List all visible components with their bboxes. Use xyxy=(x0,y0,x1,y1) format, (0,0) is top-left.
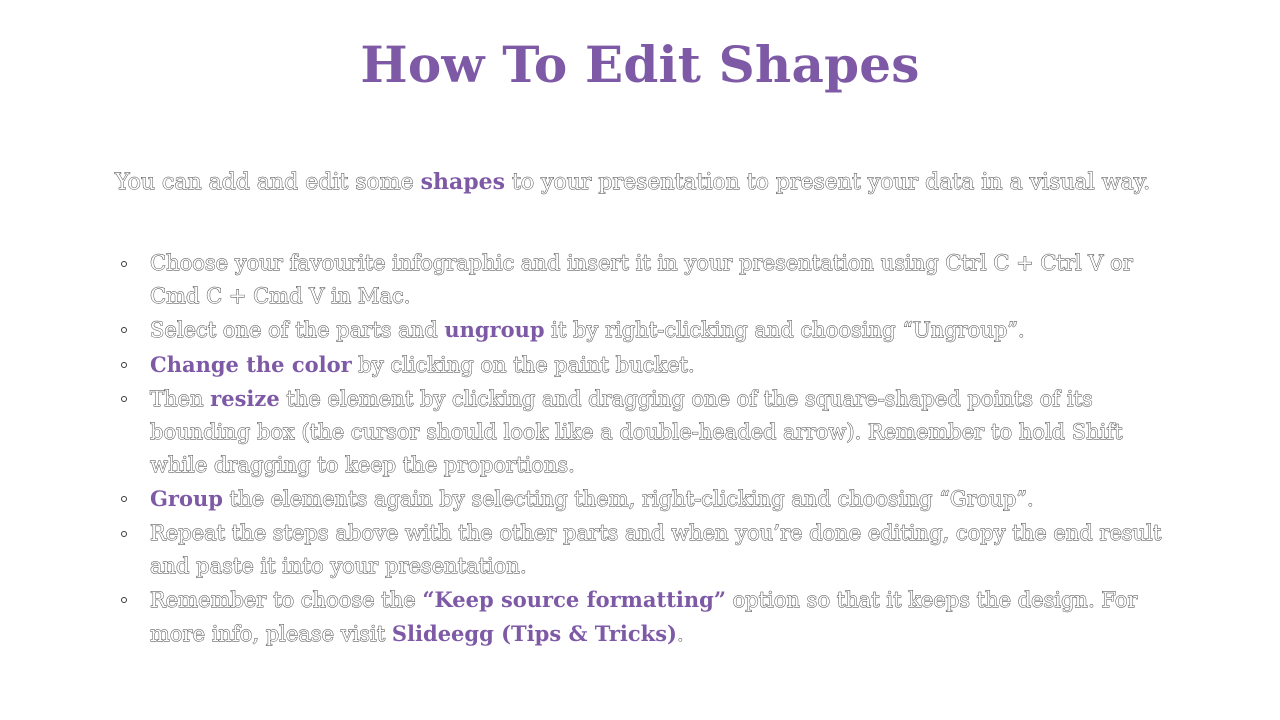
item-highlight: resize xyxy=(210,385,280,411)
list-item-5 xyxy=(115,482,1180,516)
intro-before: You can add and edit some xyxy=(115,170,421,195)
item-text: . xyxy=(676,622,684,647)
intro-after: to your presentation to present your data in a visual way. xyxy=(505,170,1151,195)
item-text: Then xyxy=(150,386,211,411)
item-text: by clicking on the paint bucket. xyxy=(351,352,695,377)
page-title: How To Edit Shapes xyxy=(360,35,920,94)
item-text: the element by clicking and dragging one of the square-shaped points of its bounding box (the cursor should look like a double-headed arrow). Remember to hold Shift while dragging to keep the proportions. xyxy=(150,386,1123,478)
list-item-3 xyxy=(115,348,1180,382)
item-text: the elements again by selecting them, right-clicking and choosing “Group”. xyxy=(222,487,1034,512)
list-item-6 xyxy=(115,517,1180,583)
list-item-2 xyxy=(115,313,1180,347)
bullet-dot-icon xyxy=(121,396,127,402)
intro-text xyxy=(115,166,1195,199)
list-item-1 xyxy=(115,247,1180,313)
item-highlight: ungroup xyxy=(444,317,545,343)
item-text: Repeat the steps above with the other parts and when you’re done editing, copy the end result and paste it into your presentation. xyxy=(150,520,1162,578)
item-text: Select one of the parts and xyxy=(150,318,445,343)
item-text: Choose your favourite infographic and insert it in your presentation using Ctrl C + Ctrl V or Cmd C + Cmd V in Mac. xyxy=(150,251,1133,309)
list-item-7 xyxy=(115,583,1180,651)
item-highlight: Group xyxy=(150,486,223,512)
item-highlight: “Keep source formatting” xyxy=(422,587,726,613)
bullet-dot-icon xyxy=(121,531,127,537)
bullet-dot-icon xyxy=(121,496,127,502)
bullet-dot-icon xyxy=(121,362,127,368)
item-text: Remember to choose the xyxy=(150,588,423,613)
bullet-dot-icon xyxy=(121,327,127,333)
tips-link[interactable]: Slideegg (Tips & Tricks) xyxy=(391,621,677,647)
instruction-list xyxy=(115,247,1180,651)
bullet-dot-icon xyxy=(121,261,127,267)
bullet-dot-icon xyxy=(121,597,127,603)
list-item-4 xyxy=(115,382,1180,483)
item-highlight: Change the color xyxy=(150,351,352,377)
item-text: it by right-clicking and choosing “Ungroup”. xyxy=(544,318,1025,343)
item-text: option so that it keeps the design. For more info, please visit xyxy=(150,588,1138,647)
intro-highlight: shapes xyxy=(420,169,506,195)
